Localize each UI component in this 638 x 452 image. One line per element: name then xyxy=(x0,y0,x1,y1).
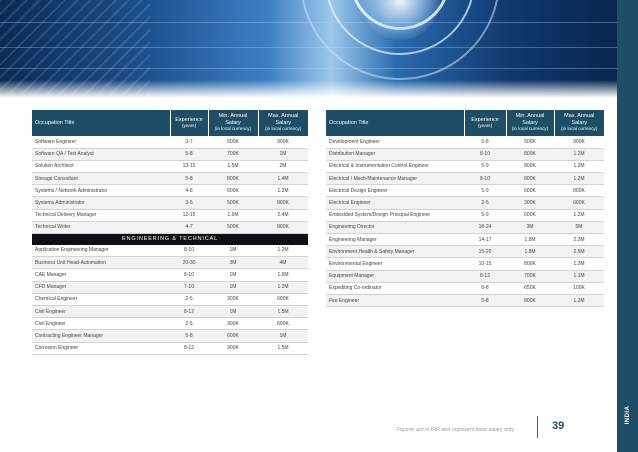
col-header-experience-label: Experience xyxy=(175,116,203,123)
cell-experience: 5-9 xyxy=(464,209,506,221)
cell-max-salary: 1.1M xyxy=(554,270,604,282)
table-row xyxy=(326,197,604,209)
table-row xyxy=(32,330,308,342)
cell-max-salary: 2.4M xyxy=(258,209,308,221)
banner-streak xyxy=(0,68,638,69)
col-header-experience-unit: (years) xyxy=(477,123,493,128)
col-header-min-salary xyxy=(208,110,258,136)
cell-occupation: Electrical Design Engineer xyxy=(326,185,464,197)
cell-occupation: Software QA / Test Analyst xyxy=(32,148,170,160)
cell-occupation: Civil Engineer xyxy=(32,305,170,317)
table-row xyxy=(326,258,604,270)
cell-experience: 5-8 xyxy=(170,148,208,160)
cell-min-salary: 600K xyxy=(208,185,258,197)
cell-max-salary: 1.2M xyxy=(554,258,604,270)
cell-min-salary: 1M xyxy=(208,269,258,281)
cell-max-salary: 800K xyxy=(258,221,308,233)
cell-max-salary: 800K xyxy=(258,197,308,209)
cell-min-salary: 300K xyxy=(208,293,258,305)
cell-occupation: Software Engineer xyxy=(32,136,170,148)
col-header-min-label: Min. Annual xyxy=(515,113,545,120)
page-number: 39 xyxy=(552,420,565,432)
cell-max-salary: 1.5M xyxy=(258,342,308,354)
table-row xyxy=(32,221,308,233)
cell-occupation: Solution Architect xyxy=(32,160,170,172)
cell-experience: 5-8 xyxy=(464,136,506,148)
cell-min-salary: 700K xyxy=(208,148,258,160)
cell-min-salary: 800K xyxy=(506,258,554,270)
cell-experience: 10-15 xyxy=(464,258,506,270)
col-header-max-salary xyxy=(258,110,308,136)
cell-experience: 8-10 xyxy=(170,269,208,281)
cell-min-salary: 3M xyxy=(506,221,554,233)
cell-min-salary: 300K xyxy=(506,197,554,209)
col-header-min-unit: (in local currency) xyxy=(214,126,252,132)
cell-occupation: Equipment Manager xyxy=(326,270,464,282)
cell-occupation: Environment Health & Safety Manager xyxy=(326,246,464,258)
cell-occupation: Embedded System/Design Principal Engineer xyxy=(326,209,464,221)
cell-occupation: Development Engineer xyxy=(326,136,464,148)
section-header-row xyxy=(32,234,308,245)
cell-experience: 4-7 xyxy=(170,221,208,233)
cell-occupation: Engineering Manager xyxy=(326,234,464,246)
footer-divider xyxy=(537,416,538,438)
cell-min-salary: 500K xyxy=(208,221,258,233)
cell-min-salary: 600K xyxy=(208,330,258,342)
side-country-text: INDIA xyxy=(624,405,631,425)
table-row xyxy=(32,305,308,317)
cell-max-salary: 1.2M xyxy=(554,160,604,172)
cell-experience: 5-8 xyxy=(464,294,506,306)
cell-occupation: Electrical / Mech-Maintenance Manager xyxy=(326,173,464,185)
table-row xyxy=(32,257,308,269)
cell-occupation: Systems Administrator xyxy=(32,197,170,209)
cell-min-salary: 800K xyxy=(506,294,554,306)
table-row xyxy=(32,160,308,172)
cell-occupation: Technical Delivery Manager xyxy=(32,209,170,221)
cell-experience: 5-8 xyxy=(170,173,208,185)
cell-max-salary: 2M xyxy=(258,160,308,172)
col-header-occupation: Occupation Title xyxy=(326,110,464,136)
cell-min-salary: 650K xyxy=(506,282,554,294)
cell-max-salary: 2.5M xyxy=(554,246,604,258)
col-header-occupation: Occupation Title xyxy=(32,110,170,136)
table-row xyxy=(326,173,604,185)
cell-max-salary: 5M xyxy=(554,221,604,233)
cell-experience: 4-8 xyxy=(170,185,208,197)
cell-occupation: Distribution Manager xyxy=(326,148,464,160)
table-row xyxy=(32,173,308,185)
table-row xyxy=(326,185,604,197)
col-header-experience xyxy=(464,110,506,136)
table-header-row xyxy=(32,110,308,136)
table-row xyxy=(32,197,308,209)
cell-max-salary: 900K xyxy=(258,136,308,148)
cell-experience: 12-15 xyxy=(170,209,208,221)
cell-max-salary: 1.2M xyxy=(258,281,308,293)
cell-occupation: Business Unit Head-Automation xyxy=(32,257,170,269)
cell-max-salary: 1.6M xyxy=(258,269,308,281)
cell-min-salary: 800K xyxy=(208,173,258,185)
cell-occupation: Storage Consultant xyxy=(32,173,170,185)
cell-max-salary: 1.5M xyxy=(258,305,308,317)
cell-min-salary: 600K xyxy=(506,209,554,221)
cell-experience: 5-9 xyxy=(464,185,506,197)
cell-min-salary: 1M xyxy=(208,305,258,317)
cell-experience: 8-12 xyxy=(170,342,208,354)
cell-experience: 15-20 xyxy=(464,246,506,258)
cell-max-salary: 600K xyxy=(258,293,308,305)
table-row xyxy=(32,136,308,148)
cell-experience: 8-10 xyxy=(170,245,208,257)
cell-max-salary: 1.4M xyxy=(258,173,308,185)
col-header-max-label-2: Salary xyxy=(275,119,292,126)
cell-occupation: Chemical Engineer xyxy=(32,293,170,305)
cell-min-salary: 3M xyxy=(208,257,258,269)
cell-min-salary: 1.8M xyxy=(506,234,554,246)
cell-min-salary: 500K xyxy=(208,197,258,209)
cell-min-salary: 800K xyxy=(506,160,554,172)
cell-experience: 18-24 xyxy=(464,221,506,233)
cell-min-salary: 800K xyxy=(506,173,554,185)
cell-occupation: Electrical & Instrumentation Control Engineer xyxy=(326,160,464,172)
cell-experience: 8-10 xyxy=(464,173,506,185)
cell-max-salary: 900K xyxy=(554,136,604,148)
cell-occupation: Application Engineering Manager xyxy=(32,245,170,257)
cell-min-salary: 900K xyxy=(208,342,258,354)
cell-experience: 3-7 xyxy=(170,136,208,148)
cell-min-salary: 1M xyxy=(208,245,258,257)
col-header-experience xyxy=(170,110,208,136)
col-header-max-label-2: Salary xyxy=(571,119,588,126)
table-row xyxy=(32,148,308,160)
cell-occupation: Fire Engineer xyxy=(326,294,464,306)
table-row xyxy=(326,234,604,246)
cell-max-salary: 1.2M xyxy=(258,185,308,197)
cell-min-salary: 600K xyxy=(208,136,258,148)
cell-max-salary: 1.2M xyxy=(554,173,604,185)
col-header-max-label: Max. Annual xyxy=(564,113,595,120)
cell-occupation: Civil Engineer xyxy=(32,318,170,330)
salary-table-right xyxy=(326,110,604,307)
table-row xyxy=(326,148,604,160)
cell-experience: 8-12 xyxy=(170,305,208,317)
cell-occupation: CFD Manager xyxy=(32,281,170,293)
col-header-min-salary xyxy=(506,110,554,136)
cell-max-salary: 4M xyxy=(258,257,308,269)
cell-occupation: CAE Manager xyxy=(32,269,170,281)
col-header-max-label: Max. Annual xyxy=(268,113,299,120)
section-title: ENGINEERING & TECHNICAL xyxy=(32,234,308,245)
cell-occupation: Technical Writer xyxy=(32,221,170,233)
cell-min-salary: 1.8M xyxy=(506,246,554,258)
cell-min-salary: 600K xyxy=(506,185,554,197)
header-banner-image xyxy=(0,0,638,98)
cell-max-salary: 600K xyxy=(258,318,308,330)
table-row xyxy=(32,293,308,305)
table-row xyxy=(32,185,308,197)
banner-streak xyxy=(0,47,638,48)
table-row xyxy=(32,342,308,354)
col-header-max-salary xyxy=(554,110,604,136)
cell-max-salary: 100K xyxy=(554,282,604,294)
table-row xyxy=(326,294,604,306)
side-country-label xyxy=(617,400,638,430)
footnote: Figures are in INR and represent base salary only xyxy=(397,427,514,433)
col-header-experience-label: Experience xyxy=(471,116,499,123)
col-header-min-label: Min. Annual xyxy=(218,113,248,120)
cell-max-salary: 1M xyxy=(258,148,308,160)
cell-experience: 2-5 xyxy=(464,197,506,209)
table-row xyxy=(326,160,604,172)
cell-min-salary: 1.6M xyxy=(208,209,258,221)
cell-experience: 6-8 xyxy=(464,282,506,294)
cell-occupation: Electrical Engineer xyxy=(326,197,464,209)
cell-min-salary: 800K xyxy=(506,148,554,160)
cell-max-salary: 1.2M xyxy=(258,245,308,257)
cell-max-salary: 800K xyxy=(554,185,604,197)
cell-experience: 2-5 xyxy=(170,318,208,330)
table-row xyxy=(326,221,604,233)
cell-min-salary: 700K xyxy=(506,270,554,282)
cell-min-salary: 300K xyxy=(208,318,258,330)
cell-experience: 13-15 xyxy=(170,160,208,172)
cell-max-salary: 1M xyxy=(258,330,308,342)
cell-experience: 5-9 xyxy=(464,160,506,172)
col-header-min-unit: (in local currency) xyxy=(511,126,549,132)
cell-max-salary: 1.2M xyxy=(554,209,604,221)
salary-table-left xyxy=(32,110,308,355)
cell-experience: 3-5 xyxy=(170,197,208,209)
table-row xyxy=(32,269,308,281)
col-header-max-unit: (in local currency) xyxy=(561,126,598,132)
cell-max-salary: 600K xyxy=(554,197,604,209)
table-row xyxy=(326,270,604,282)
cell-occupation: Contracting Engineer Manager xyxy=(32,330,170,342)
cell-experience: 14-17 xyxy=(464,234,506,246)
cell-experience: 8-10 xyxy=(464,148,506,160)
cell-experience: 7-10 xyxy=(170,281,208,293)
col-header-min-label-2: Salary xyxy=(225,119,241,126)
cell-occupation: Engineering Director xyxy=(326,221,464,233)
cell-min-salary: 500K xyxy=(506,136,554,148)
cell-min-salary: 1.5M xyxy=(208,160,258,172)
col-header-min-label-2: Salary xyxy=(522,119,538,126)
cell-occupation: Environmental Engineer xyxy=(326,258,464,270)
cell-occupation: Corrosion Engineer xyxy=(32,342,170,354)
cell-min-salary: 1M xyxy=(208,281,258,293)
table-row xyxy=(32,209,308,221)
cell-max-salary: 1.2M xyxy=(554,294,604,306)
cell-occupation: Expediting Co-ordinator xyxy=(326,282,464,294)
table-header-row xyxy=(326,110,604,136)
cell-experience: 8-12 xyxy=(464,270,506,282)
col-header-experience-unit: (years) xyxy=(181,123,197,128)
table-row xyxy=(326,136,604,148)
table-row xyxy=(32,245,308,257)
cell-experience: 5-8 xyxy=(170,330,208,342)
cell-experience: 20-30 xyxy=(170,257,208,269)
table-row xyxy=(32,281,308,293)
table-row xyxy=(326,246,604,258)
banner-fade xyxy=(0,80,638,98)
cell-experience: 2-5 xyxy=(170,293,208,305)
cell-occupation: Systems / Network Administrator xyxy=(32,185,170,197)
cell-max-salary: 2.2M xyxy=(554,234,604,246)
table-row xyxy=(326,209,604,221)
side-color-bar xyxy=(617,0,638,452)
cell-max-salary: 1.2M xyxy=(554,148,604,160)
table-row xyxy=(32,318,308,330)
table-row xyxy=(326,282,604,294)
col-header-max-unit: (in local currency) xyxy=(265,126,302,132)
